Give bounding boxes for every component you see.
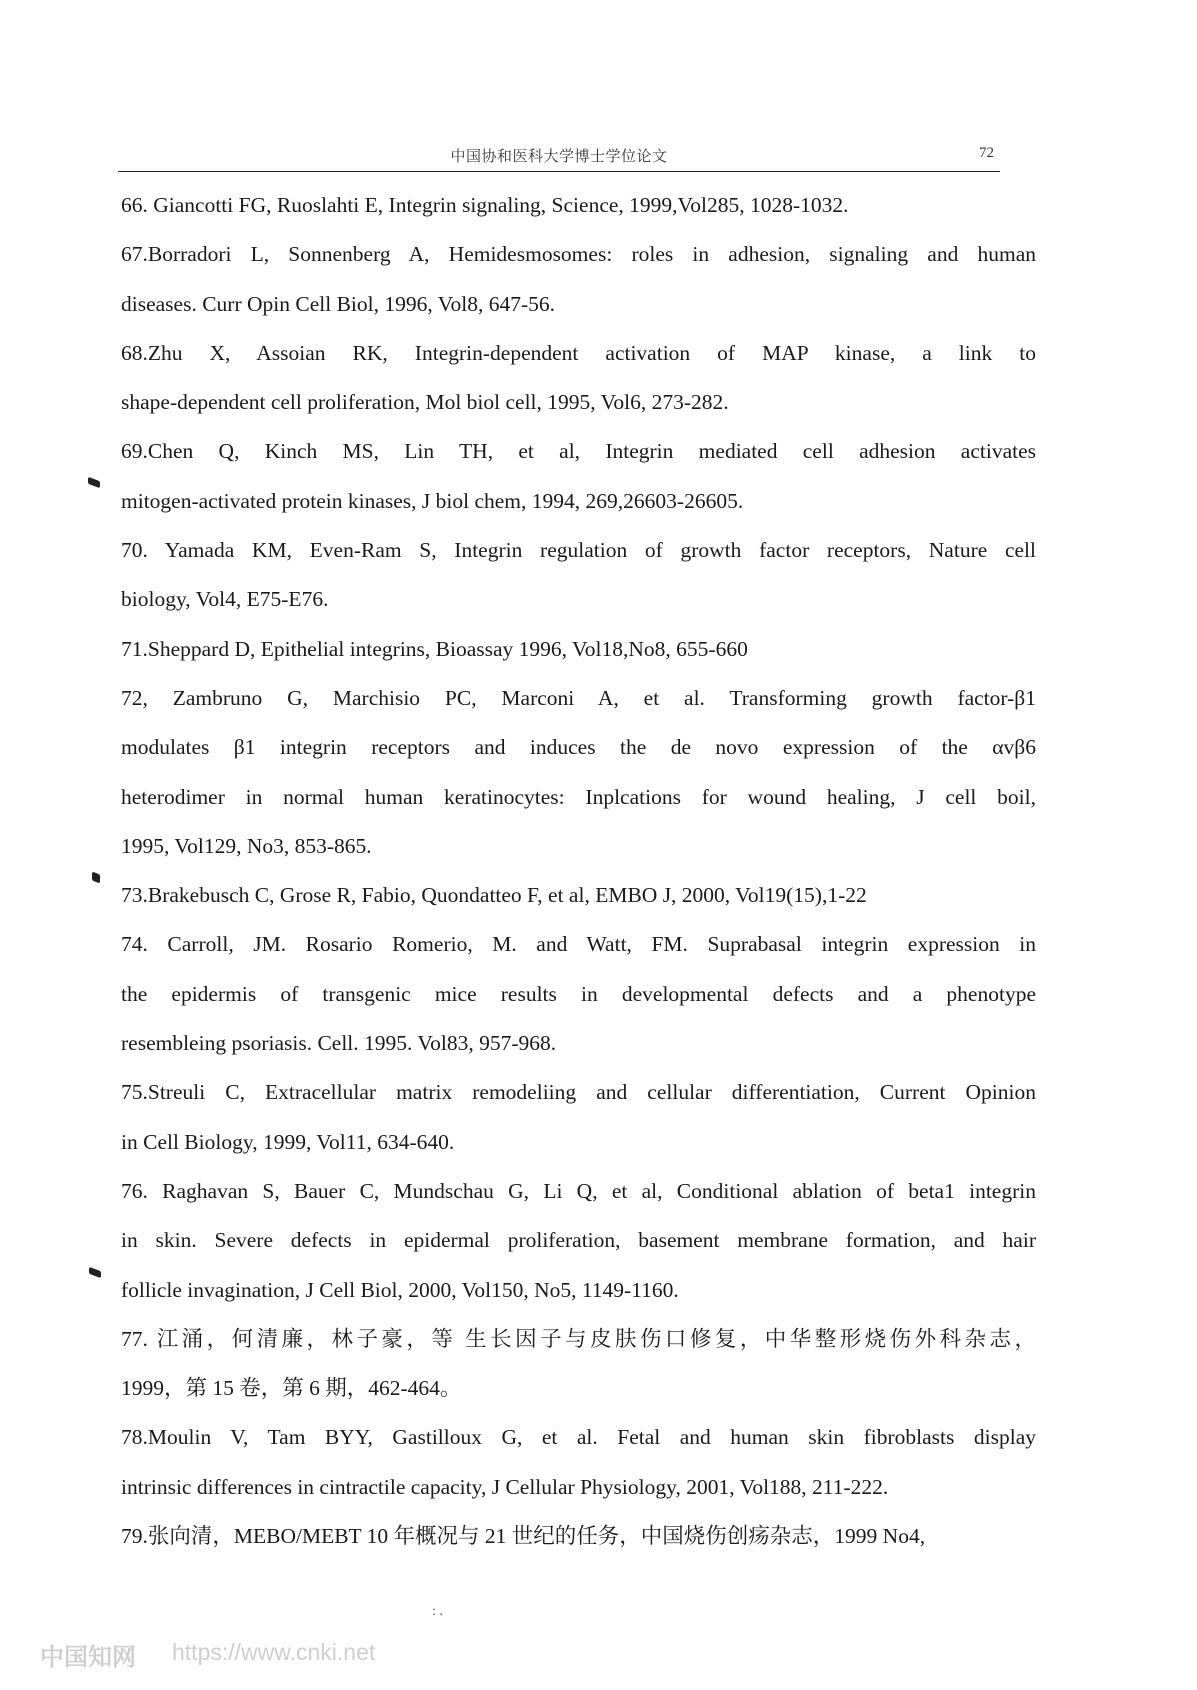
- cnki-logo: 中国知网: [40, 1643, 136, 1671]
- reference-line: 74. Carroll, JM. Rosario Romerio, M. and Watt, FM. Suprabasal integrin expression in: [121, 932, 1036, 957]
- reference-line: 70. Yamada KM, Even-Ram S, Integrin regulation of growth factor receptors, Nature cell: [121, 538, 1036, 563]
- reference-line: 77. 江涌，何清廉，林子豪，等 生长因子与皮肤伤口修复，中华整形烧伤外科杂志，: [121, 1326, 1036, 1351]
- reference-line: 75.Streuli C, Extracellular matrix remodeliing and cellular differentiation, Current Opinion: [121, 1080, 1036, 1105]
- page-header: [118, 145, 1000, 172]
- reference-line: intrinsic differences in cintractile capacity, J Cellular Physiology, 2001, Vol188, 211-222.: [121, 1474, 889, 1499]
- reference-line: diseases. Curr Opin Cell Biol, 1996, Vol8, 647-56.: [121, 291, 555, 316]
- reference-line: follicle invagination, J Cell Biol, 2000, Vol150, No5, 1149-1160.: [121, 1277, 679, 1302]
- reference-line: 78.Moulin V, Tam BYY, Gastilloux G, et al. Fetal and human skin fibroblasts display: [121, 1425, 1036, 1450]
- reference-line: heterodimer in normal human keratinocytes: Inplcations for wound healing, J cell boil,: [121, 784, 1036, 809]
- margin-mark-icon: [92, 872, 100, 884]
- reference-line: modulates β1 integrin receptors and induces the de novo expression of the αvβ6: [121, 735, 1036, 760]
- reference-line: 66. Giancotti FG, Ruoslahti E, Integrin signaling, Science, 1999,Vol285, 1028-1032.: [121, 193, 849, 217]
- reference-line: mitogen-activated protein kinases, J biol chem, 1994, 269,26603-26605.: [121, 488, 744, 513]
- reference-list: [121, 181, 1036, 1561]
- reference-line: resembleing psoriasis. Cell. 1995. Vol83, 957-968.: [121, 1031, 557, 1056]
- reference-line: 76. Raghavan S, Bauer C, Mundschau G, Li Q, et al, Conditional ablation of beta1 integrin: [121, 1178, 1036, 1203]
- reference-line: 79.张向清，MEBO/MEBT 10 年概况与 21 世纪的任务，中国烧伤创疡杂志，1999 No4,: [121, 1524, 926, 1549]
- header-title: 中国协和医科大学博士学位论文: [450, 149, 668, 165]
- reference-line: 71.Sheppard D, Epithelial integrins, Bioassay 1996, Vol18,No8, 655-660: [121, 636, 748, 661]
- reference-line: in skin. Severe defects in epidermal proliferation, basement membrane formation, and hair: [121, 1228, 1036, 1253]
- reference-line: 1999，第 15 卷，第 6 期，462-464。: [121, 1376, 462, 1401]
- reference-line: 69.Chen Q, Kinch MS, Lin TH, et al, Integrin mediated cell adhesion activates: [121, 439, 1036, 464]
- reference-line: 73.Brakebusch C, Grose R, Fabio, Quondatteo F, et al, EMBO J, 2000, Vol19(15),1-22: [121, 883, 867, 908]
- reference-line: the epidermis of transgenic mice results in developmental defects and a phenotype: [121, 981, 1036, 1006]
- reference-line: 72, Zambruno G, Marchisio PC, Marconi A, et al. Transforming growth factor-β1: [121, 685, 1036, 710]
- reference-line: 67.Borradori L, Sonnenberg A, Hemidesmosomes: roles in adhesion, signaling and human: [121, 242, 1036, 267]
- reference-line: 68.Zhu X, Assoian RK, Integrin-dependent activation of MAP kinase, a link to: [121, 340, 1036, 365]
- reference-line: biology, Vol4, E75-E76.: [121, 587, 329, 612]
- reference-line: 1995, Vol129, No3, 853-865.: [121, 833, 372, 858]
- margin-mark-icon: [88, 477, 100, 488]
- page-number: 72: [979, 145, 994, 161]
- scan-dots: : .: [432, 1604, 443, 1619]
- reference-line: in Cell Biology, 1999, Vol11, 634-640.: [121, 1129, 455, 1154]
- margin-mark-icon: [89, 1267, 101, 1278]
- reference-line: shape-dependent cell proliferation, Mol biol cell, 1995, Vol6, 273-282.: [121, 390, 729, 415]
- cnki-url: https://www.cnki.net: [172, 1639, 376, 1665]
